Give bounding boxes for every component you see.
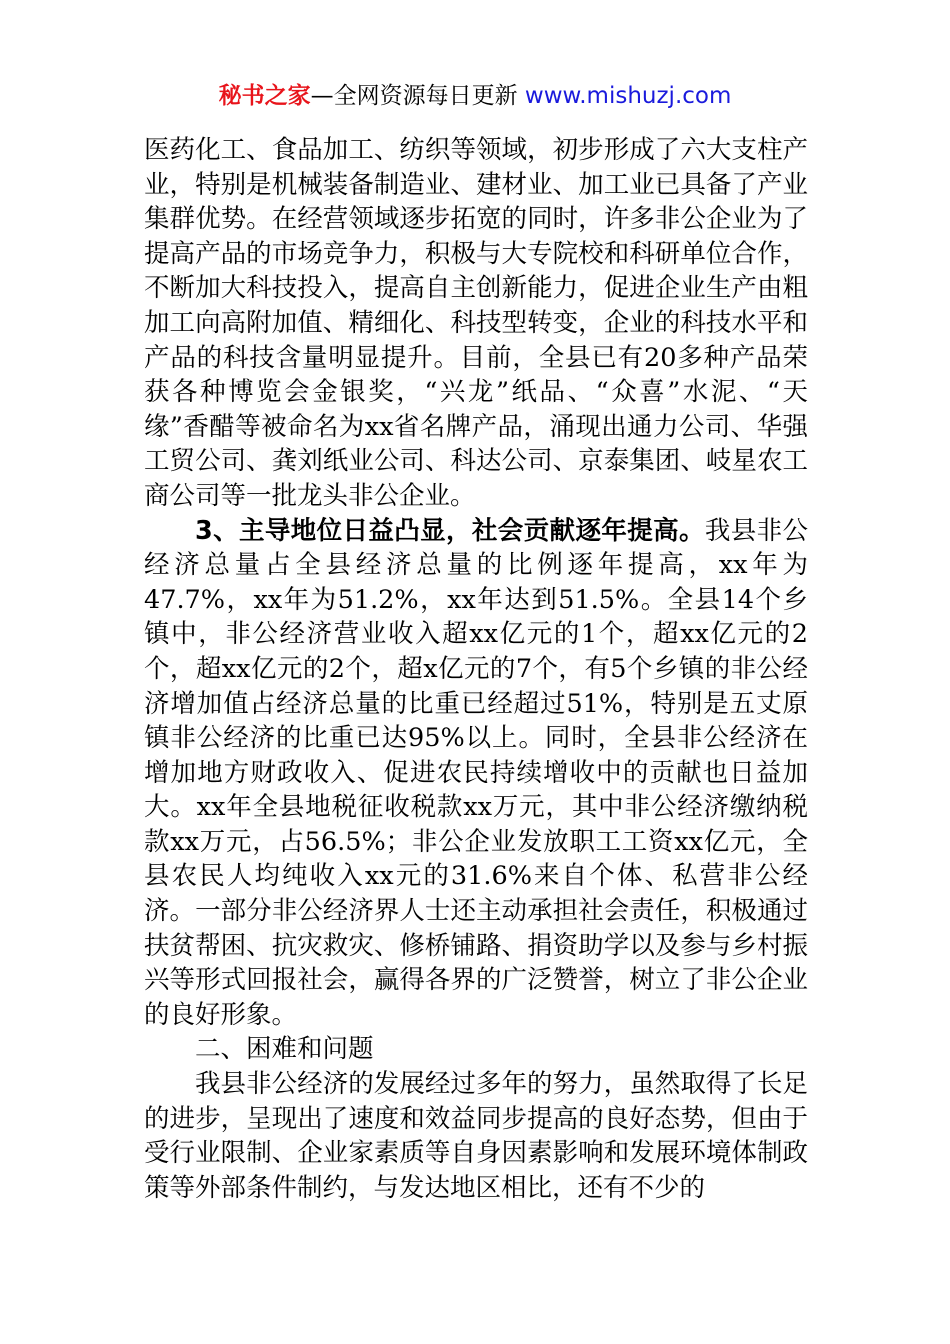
paragraph-problems: 我县非公经济的发展经过多年的努力，虽然取得了长足的进步，呈现出了速度和效益同步提高的良好态势，但由于受行业限制、企业家素质等自身因素影响和发展环境体制政策等外部条件制约，与发达地区相比，还有不少的: [144, 1069, 808, 1203]
paragraph-contribution: [144, 514, 808, 1033]
site-brand: 秘书之家: [218, 83, 311, 109]
site-url-link[interactable]: www.mishuzj.com: [524, 83, 732, 109]
document-body: [144, 133, 808, 1205]
paragraph-contribution-text: 我县非公经济总量占全县经济总量的比例逐年提高，xx年为47.7%，xx年为51.2%，xx年达到51.5%。全县14个乡镇中，非公经济营业收入超xx亿元的1个，超xx亿元的2个，超xx亿元的2个，超x亿元的7个，有5个乡镇的非公经济增加值占经济总量的比重已经超过51%，特别是五丈原镇非公经济的比重已达95%以上。同时，全县非公经济在增加地方财政收入、促进农民持续增收中的贡献也日益加大。xx年全县地税征收税款xx万元，其中非公经济缴纳税款xx万元，占56.5%；非公企业发放职工工资xx亿元，全县农民人均纯收入xx元的31.6%来自个体、私营非公经济。一部分非公经济界人士还主动承担社会责任，积极通过扶贫帮困、抗灾救灾、修桥铺路、捐资助学以及参与乡村振兴等形式回报社会，赢得各界的广泛赞誉，树立了非公企业的良好形象。: [144, 515, 808, 1030]
paragraph-industry: 医药化工、食品加工、纺织等领域，初步形成了六大支柱产业，特别是机械装备制造业、建材业、加工业已具备了产业集群优势。在经营领域逐步拓宽的同时，许多非公企业为了提高产品的市场竞争力，积极与大专院校和科研单位合作，不断加大科技投入，提高自主创新能力，促进企业生产由粗加工向高附加值、精细化、科技型转变，企业的科技水平和产品的科技含量明显提升。目前，全县已有20多种产品荣获各种博览会金银奖，“兴龙”纸品、“众喜”水泥、“天缘”香醋等被命名为xx省名牌产品，涌现出通力公司、华强工贸公司、龚刘纸业公司、科达公司、京泰集团、岐星农工商公司等一批龙头非公企业。: [144, 135, 808, 511]
site-tagline: —全网资源每日更新: [310, 83, 518, 109]
subsection-heading: 3、主导地位日益凸显，社会贡献逐年提高。: [195, 515, 705, 546]
site-header: [0, 80, 950, 112]
section-heading: 二、困难和问题: [195, 1034, 374, 1065]
